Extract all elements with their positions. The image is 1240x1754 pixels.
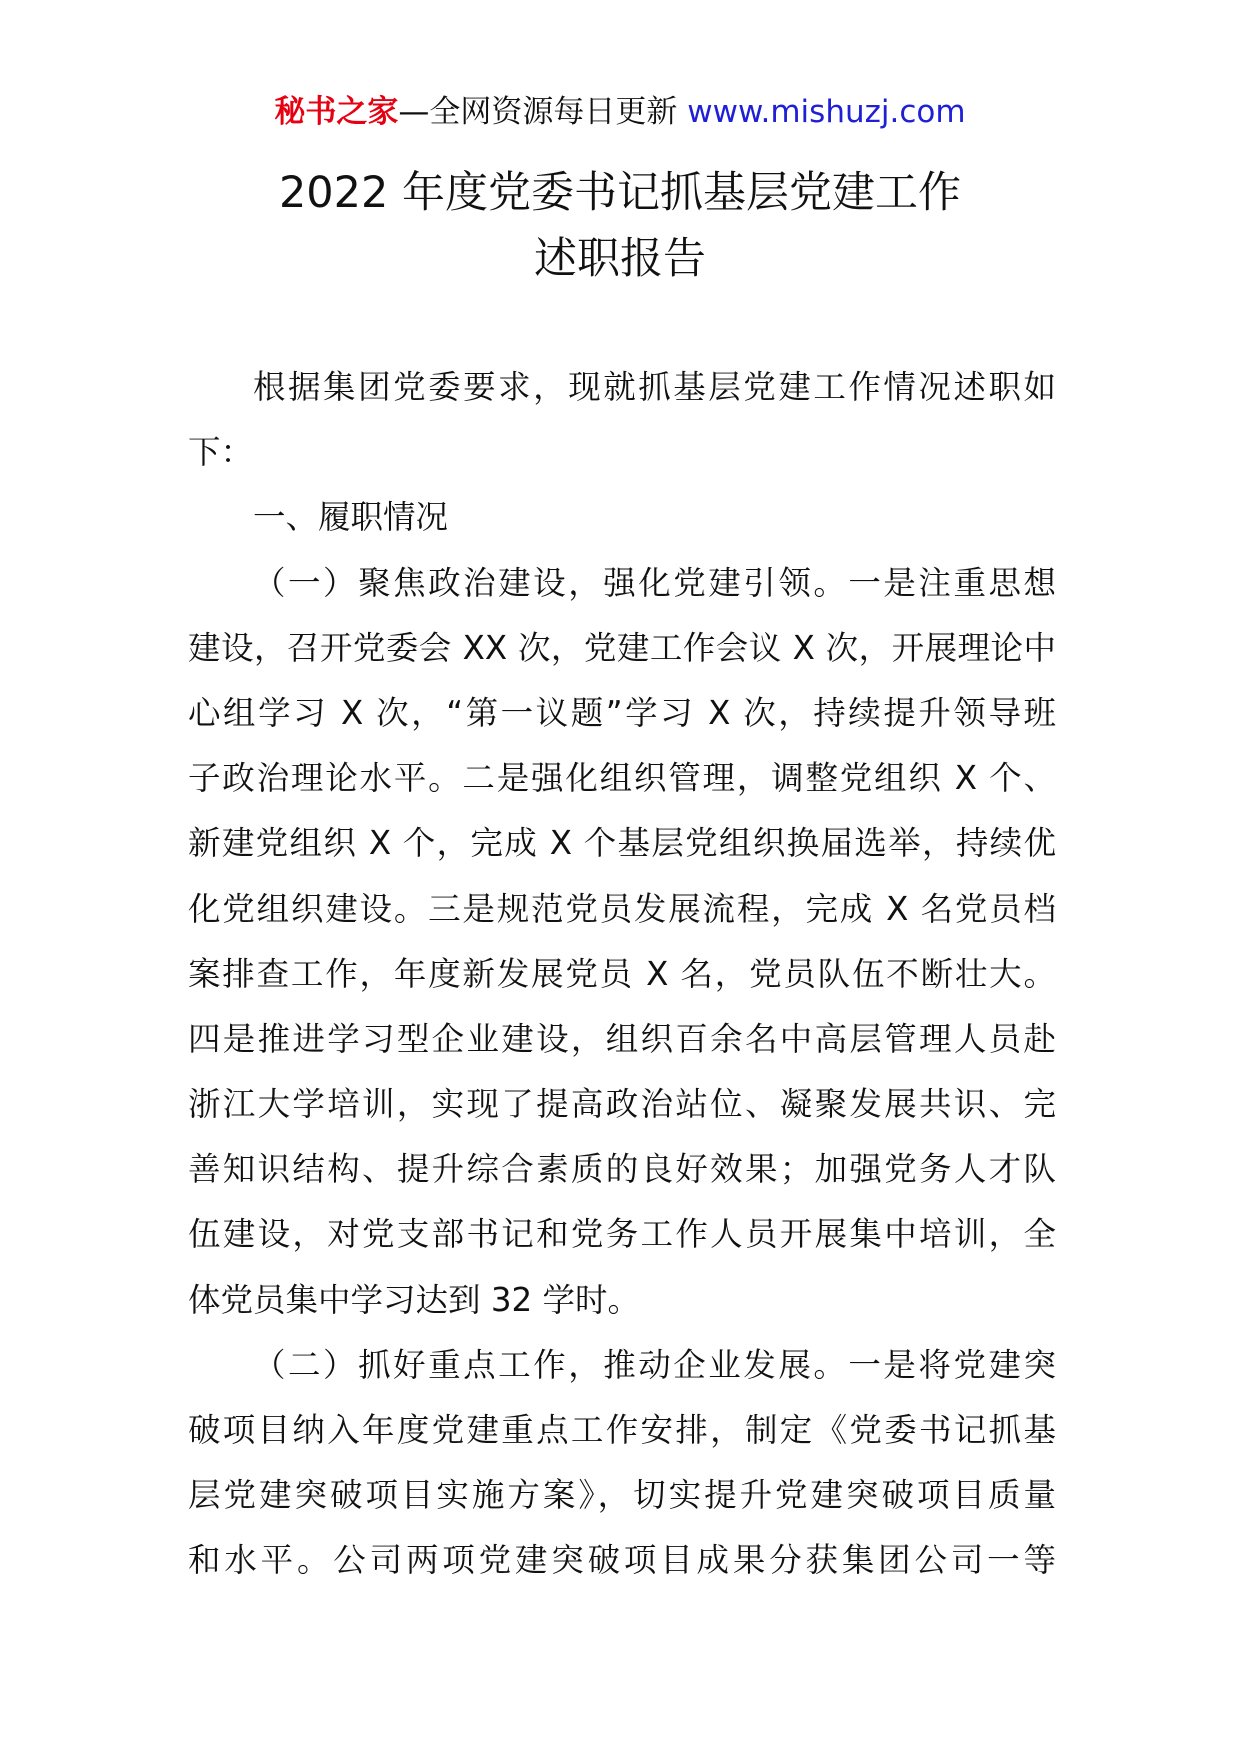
body-line: 一、履职情况 [253, 498, 449, 537]
body-line: 下： [188, 433, 254, 472]
body-line: 和水平。公司两项党建突破项目成果分获集团公司一等 [188, 1541, 1056, 1580]
body-line: 善知识结构、提升综合素质的良好效果；加强党务人才队 [188, 1150, 1056, 1189]
body-line: 化党组织建设。三是规范党员发展流程，完成 X 名党员档 [188, 889, 1056, 928]
body-line: 伍建设，对党支部书记和党务工作人员开展集中培训，全 [188, 1215, 1056, 1254]
body-line: 子政治理论水平。二是强化组织管理，调整党组织 X 个、 [188, 759, 1056, 798]
body-line: 层党建突破项目实施方案》，切实提升党建突破项目质量 [188, 1476, 1056, 1515]
body-line: 破项目纳入年度党建重点工作安排，制定《党委书记抓基 [188, 1411, 1056, 1449]
body-line: 新建党组织 X 个，完成 X 个基层党组织换届选举，持续优 [188, 824, 1056, 863]
body-line: 建设，召开党委会 XX 次，党建工作会议 X 次，开展理论中 [188, 628, 1056, 667]
document-body [188, 355, 1056, 1594]
header-tagline: —全网资源每日更新 [398, 94, 678, 130]
body-line: 体党员集中学习达到 32 学时。 [188, 1280, 641, 1319]
body-line: 心组学习 X 次，“第一议题”学习 X 次，持续提升领导班 [188, 693, 1056, 732]
brand-name: 秘书之家 [274, 94, 399, 130]
body-line: （二）抓好重点工作，推动企业发展。一是将党建突 [253, 1345, 1056, 1384]
body-line: （一）聚焦政治建设，强化党建引领。一是注重思想 [253, 563, 1056, 602]
body-line: 根据集团党委要求，现就抓基层党建工作情况述职如 [253, 368, 1056, 406]
document-title-line-2: 述职报告 [534, 234, 706, 284]
body-line: 四是推进学习型企业建设，组织百余名中高层管理人员赴 [188, 1019, 1056, 1058]
body-line: 浙江大学培训，实现了提高政治站位、凝聚发展共识、完 [188, 1085, 1056, 1124]
document-title-line-1: 2022 年度党委书记抓基层党建工作 [278, 168, 962, 218]
site-url[interactable]: www.mishuzj.com [687, 94, 966, 130]
site-header [0, 92, 1240, 132]
body-line: 案排查工作，年度新发展党员 X 名，党员队伍不断壮大。 [188, 954, 1056, 993]
